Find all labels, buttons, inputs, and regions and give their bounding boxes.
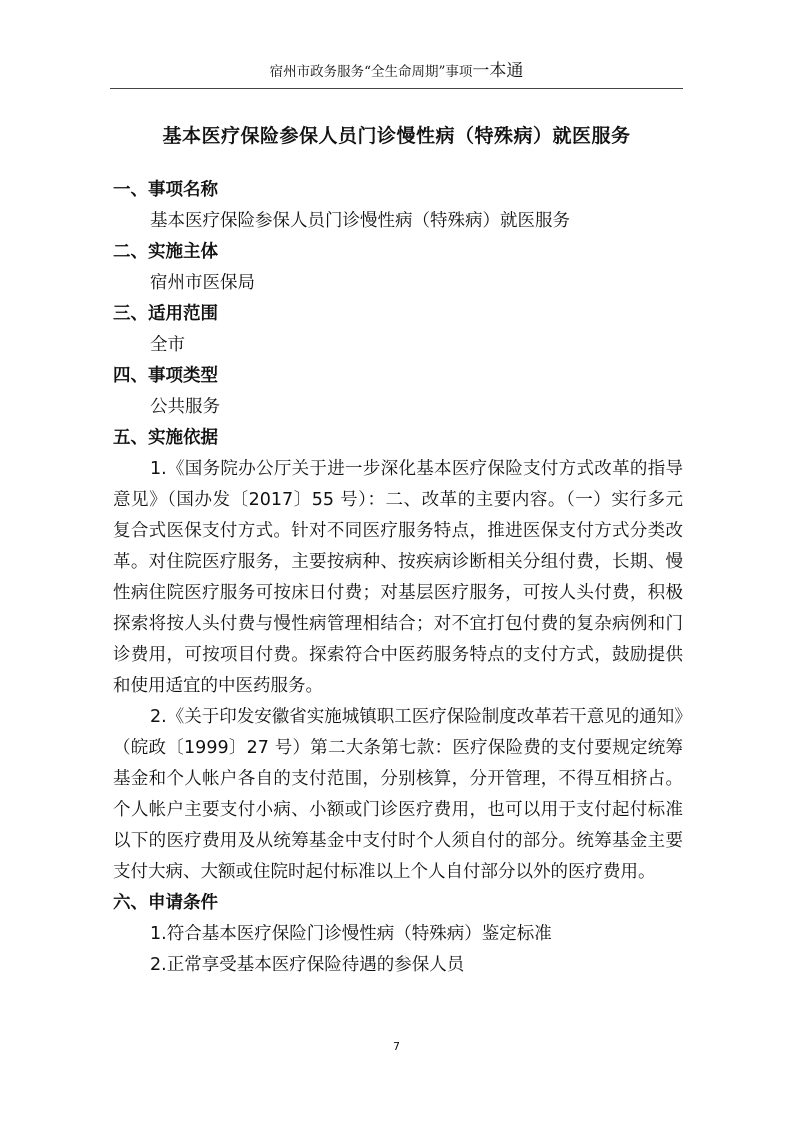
document-body <box>113 175 683 981</box>
section-value-scope: 全市 <box>150 335 185 355</box>
section-heading-scope: 三、适用范围 <box>113 304 218 324</box>
section-value-item-name: 基本医疗保险参保人员门诊慢性病（特殊病）就医服务 <box>150 211 570 231</box>
section-heading-item-name: 一、事项名称 <box>113 180 218 200</box>
section-value-type: 公共服务 <box>150 397 220 417</box>
condition-item-1: 1.符合基本医疗保险门诊慢性病（特殊病）鉴定标准 <box>150 924 552 944</box>
section-heading-subject: 二、实施主体 <box>113 242 218 262</box>
basis-item-2: 2.《关于印发安徽省实施城镇职工医疗保险制度改革若干意见的通知》（皖政〔1999〕27 号）第二大条第七款：医疗保险费的支付要规定统筹基金和个人帐户各自的支付范围，分别核算，分开管理，不得互相挤占。个人帐户主要支付小病、小额或门诊医疗费用，也可以用于支付起付标准以下的医疗费用及从统筹基金中支付时个人须自付的部分。统筹基金主要支付大病、大额或住院时起付标准以上个人自付部分以外的医疗费用。 <box>113 707 683 882</box>
header-rule <box>110 88 683 89</box>
section-heading-basis: 五、实施依据 <box>113 428 218 448</box>
basis-item-1: 1.《国务院办公厅关于进一步深化基本医疗保险支付方式改革的指导意见》（国办发〔2017〕55 号）：二、改革的主要内容。（一）实行多元复合式医保支付方式。针对不同医疗服务特点，推进医保支付方式分类改革。对住院医疗服务，主要按病种、按疾病诊断相关分组付费，长期、慢性病住院医疗服务可按床日付费；对基层医疗服务，可按人头付费，积极探索将按人头付费与慢性病管理相结合；对不宜打包付费的复杂病例和门诊费用，可按项目付费。探索符合中医药服务特点的支付方式，鼓励提供和使用适宜的中医药服务。 <box>113 459 683 696</box>
condition-item-2: 2.正常享受基本医疗保险待遇的参保人员 <box>150 955 465 975</box>
page-number: 7 <box>393 1040 400 1053</box>
document-title: 基本医疗保险参保人员门诊慢性病（特殊病）就医服务 <box>162 125 631 147</box>
page-header <box>0 60 793 83</box>
header-prefix: 宿州市政务服务“全生命周期”事项 <box>269 64 473 80</box>
section-heading-conditions: 六、申请条件 <box>113 893 218 913</box>
section-value-subject: 宿州市医保局 <box>150 273 255 293</box>
section-heading-type: 四、事项类型 <box>113 366 218 386</box>
header-suffix: 一本通 <box>472 61 524 81</box>
